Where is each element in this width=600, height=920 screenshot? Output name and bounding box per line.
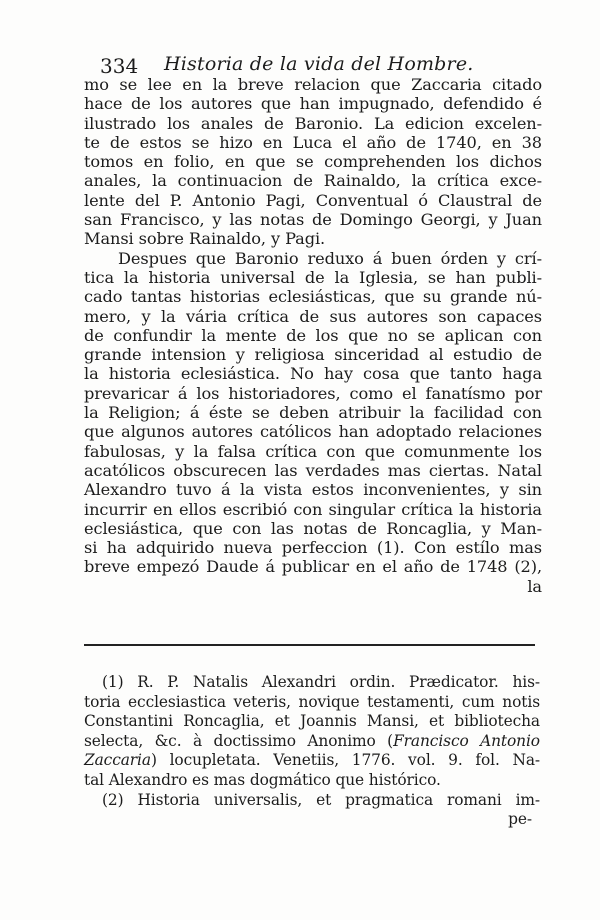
body-line: tomos en folio, en que se comprehenden los dichos	[84, 152, 542, 172]
body-line: prevaricar á los historiadores, como el fanatísmo por	[84, 383, 542, 403]
body-line: san Francisco, y las notas de Domingo Georgi, y Juan	[84, 210, 542, 230]
body-line: de confundir la mente de los que no se aplican con	[84, 325, 542, 345]
footnote-text: ) locupletata. Venetiis, 1776. vol. 9. fol. Na-	[150, 751, 540, 770]
running-title: Historia de la vida del Hombre.	[164, 53, 474, 75]
catchword: la	[527, 576, 542, 596]
body-line: que algunos autores católicos han adoptado relaciones	[84, 422, 542, 442]
body-line: mo se lee en la breve relacion que Zaccaria citado	[84, 75, 542, 94]
footnote-line	[84, 751, 540, 771]
footnote-line: Constantini Roncaglia, et Joannis Mansi, et bibliotecha	[84, 712, 540, 731]
body-line: la Religion; á éste se deben atribuir la facilidad con	[84, 403, 542, 423]
body-line: la historia eclesiástica. No hay cosa que tanto haga	[84, 364, 542, 384]
body-line: grande intension y religiosa sinceridad al estudio de	[84, 345, 542, 365]
body-line: tica la historia universal de la Iglesia, se han publi-	[84, 267, 542, 287]
body-line: te de estos se hizo en Luca el año de 1740, en 38	[84, 132, 542, 152]
body-line: Alexandro tuvo á la vista estos inconvenientes, y sin	[84, 480, 542, 500]
footnote-italic-name: Zaccaria	[84, 751, 151, 770]
body-line: hace de los autores que han impugnado, defendido é	[84, 94, 542, 114]
footnote-italic-name: Francisco Antonio	[393, 731, 540, 750]
body-line: anales, la continuacion de Rainaldo, la crítica exce-	[84, 171, 542, 191]
footnote-line: (1) R. P. Natalis Alexandri ordin. Prædicator. his-	[102, 673, 540, 691]
footnote-line: tal Alexandro es mas dogmático que histórico.	[84, 770, 441, 789]
body-line: breve empezó Daude á publicar en el año de 1748 (2),	[84, 557, 542, 577]
footnote-line	[84, 732, 540, 752]
body-line: mero, y la vária crítica de sus autores son capaces	[84, 306, 542, 326]
body-line: incurrir en ellos escribió con singular crítica la historia	[84, 499, 542, 519]
footnotes	[84, 673, 540, 830]
catchword: pe-	[508, 810, 532, 829]
body-text	[84, 75, 542, 596]
page-number: 334	[100, 54, 139, 78]
body-line: lente del P. Antonio Pagi, Conventual ó Claustral de	[84, 190, 542, 210]
body-line: acatólicos obscurecen las verdades mas ciertas. Natal	[84, 460, 542, 480]
body-line: Mansi sobre Rainaldo, y Pagi.	[84, 229, 326, 249]
page-header	[100, 54, 540, 76]
footnote-rule	[84, 644, 535, 646]
body-line: fabulosas, y la falsa crítica con que comunmente los	[84, 441, 542, 461]
body-line: si ha adquirido nueva perfeccion (1). Con estílo mas	[84, 538, 542, 558]
footnote-line: (2) Historia universalis, et pragmatica romani im-	[102, 790, 540, 809]
body-line: ilustrado los anales de Baronio. La edicion excelen-	[84, 113, 542, 133]
body-line: cado tantas historias eclesiásticas, que su grande nú-	[84, 287, 542, 307]
footnote-text: selecta, &c. à doctissimo Anonimo (	[84, 731, 394, 750]
footnote-line: toria ecclesiastica veteris, novique testamenti, cum notis	[84, 692, 540, 711]
body-line: eclesiástica, que con las notas de Roncaglia, y Man-	[84, 518, 542, 538]
body-line: Despues que Baronio reduxo á buen órden y crí-	[118, 248, 542, 268]
